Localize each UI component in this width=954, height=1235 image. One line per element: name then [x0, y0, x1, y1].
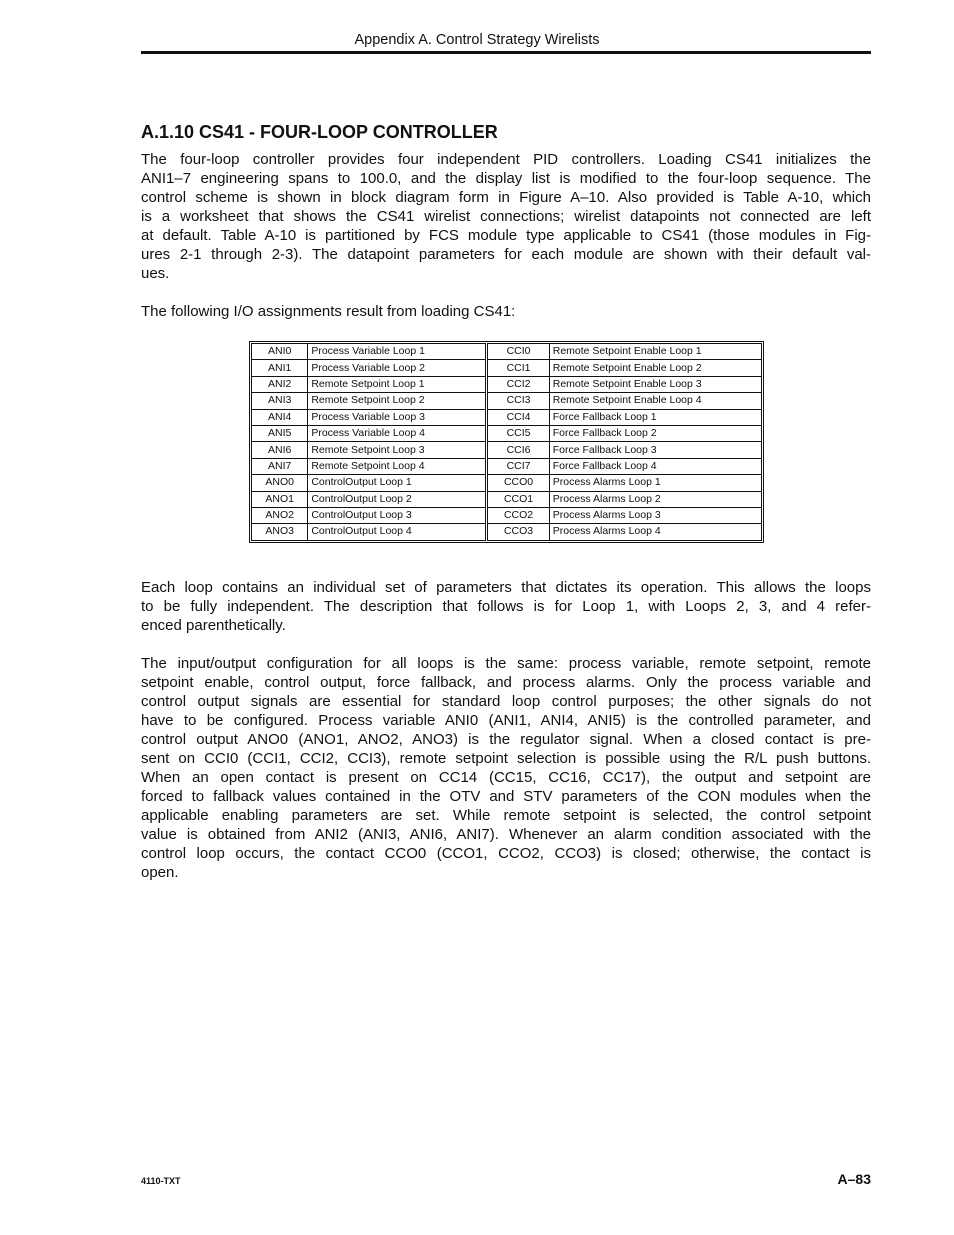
- io-code-cell: CCO2: [487, 507, 549, 523]
- io-description-cell: Remote Setpoint Loop 3: [308, 442, 487, 458]
- io-code-cell: ANO1: [252, 491, 308, 507]
- io-description-cell: Process Variable Loop 3: [308, 409, 487, 425]
- page-number: A–83: [837, 1171, 871, 1187]
- io-description-cell: Process Alarms Loop 4: [549, 524, 761, 540]
- table-row: [252, 376, 762, 392]
- io-description-cell: ControlOutput Loop 1: [308, 475, 487, 491]
- paragraph-line: control scheme is shown in block diagram form in Figure A–10. Also provided is Table A-10, which: [141, 189, 871, 206]
- table-row: [252, 491, 762, 507]
- io-description-cell: Remote Setpoint Enable Loop 2: [549, 360, 761, 376]
- paragraph-line: ures 2-1 through 2-3). The datapoint parameters for each module are shown with their default val-: [141, 246, 871, 263]
- io-code-cell: ANI4: [252, 409, 308, 425]
- io-code-cell: ANI2: [252, 376, 308, 392]
- io-code-cell: ANI6: [252, 442, 308, 458]
- table-row: [252, 409, 762, 425]
- io-description-cell: Process Alarms Loop 2: [549, 491, 761, 507]
- paragraph-line: have to be configured. Process variable ANI0 (ANI1, ANI4, ANI5) is the controlled parameter, and: [141, 712, 871, 729]
- paragraph-line: control output ANO0 (ANO1, ANO2, ANO3) is the regulator signal. When a closed contact is pre-: [141, 731, 871, 748]
- io-description-cell: Process Variable Loop 4: [308, 425, 487, 441]
- table-row: [252, 524, 762, 540]
- io-code-cell: CCO1: [487, 491, 549, 507]
- io-description-cell: Process Variable Loop 1: [308, 344, 487, 360]
- paragraph-line: enced parenthetically.: [141, 617, 286, 634]
- io-code-cell: CCI3: [487, 393, 549, 409]
- paragraph-line: Each loop contains an individual set of parameters that dictates its operation. This allows the loops: [141, 579, 871, 596]
- io-description-cell: Force Fallback Loop 4: [549, 458, 761, 474]
- io-code-cell: ANO0: [252, 475, 308, 491]
- header-rule: [141, 51, 871, 54]
- io-description-cell: ControlOutput Loop 3: [308, 507, 487, 523]
- io-code-cell: CCI0: [487, 344, 549, 360]
- paragraph-line: The following I/O assignments result from loading CS41:: [141, 303, 516, 320]
- loop-description-paragraph: [141, 578, 871, 635]
- io-code-cell: ANO2: [252, 507, 308, 523]
- io-description-cell: Process Alarms Loop 3: [549, 507, 761, 523]
- io-description-cell: Force Fallback Loop 2: [549, 425, 761, 441]
- io-description-cell: Remote Setpoint Enable Loop 3: [549, 376, 761, 392]
- paragraph-line: When an open contact is present on CC14 (CC15, CC16, CC17), the output and setpoint are: [141, 769, 871, 786]
- paragraph-line: open.: [141, 864, 179, 881]
- io-code-cell: CCI5: [487, 425, 549, 441]
- paragraph-line: value is obtained from ANI2 (ANI3, ANI6, ANI7). Whenever an alarm condition associated with the: [141, 826, 871, 843]
- paragraph-line: is a worksheet that shows the CS41 wirelist connections; wirelist datapoints not connected are left: [141, 208, 871, 225]
- running-header: Appendix A. Control Strategy Wirelists: [354, 32, 600, 48]
- io-code-cell: ANI1: [252, 360, 308, 376]
- io-description-cell: Force Fallback Loop 1: [549, 409, 761, 425]
- paragraph-line: control output signals are essential for standard loop control purposes; the other signals do not: [141, 693, 871, 710]
- table-row: [252, 344, 762, 360]
- io-description-cell: Process Variable Loop 2: [308, 360, 487, 376]
- io-code-cell: CCI1: [487, 360, 549, 376]
- paragraph-line: forced to fallback values contained in the OTV and STV parameters of the CON modules when the: [141, 788, 871, 805]
- io-code-cell: CCO0: [487, 475, 549, 491]
- table-row: [252, 475, 762, 491]
- paragraph-line: to be fully independent. The description that follows is for Loop 1, with Loops 2, 3, and 4 refer-: [141, 598, 871, 615]
- io-code-cell: ANI5: [252, 425, 308, 441]
- io-description-cell: ControlOutput Loop 4: [308, 524, 487, 540]
- paragraph-line: at default. Table A-10 is partitioned by FCS module type applicable to CS41 (those modules in Fig-: [141, 227, 871, 244]
- io-description-cell: Remote Setpoint Enable Loop 1: [549, 344, 761, 360]
- io-code-cell: CCI4: [487, 409, 549, 425]
- paragraph-line: ANI1–7 engineering spans to 100.0, and the display list is modified to the four-loop sequence. The: [141, 170, 871, 187]
- table-row: [252, 458, 762, 474]
- table-row: [252, 360, 762, 376]
- paragraph-line: applicable enabling parameters are set. While remote setpoint is selected, the control setpoint: [141, 807, 871, 824]
- io-code-cell: CCO3: [487, 524, 549, 540]
- io-code-cell: CCI6: [487, 442, 549, 458]
- intro-paragraph: [141, 150, 871, 283]
- io-description-cell: Remote Setpoint Loop 2: [308, 393, 487, 409]
- io-assignment-intro: [141, 302, 871, 321]
- io-description-cell: Remote Setpoint Enable Loop 4: [549, 393, 761, 409]
- io-description-cell: Process Alarms Loop 1: [549, 475, 761, 491]
- paragraph-line: The four-loop controller provides four independent PID controllers. Loading CS41 initializes the: [141, 151, 871, 168]
- io-assignment-table: [249, 341, 764, 543]
- io-code-cell: CCI2: [487, 376, 549, 392]
- io-description-cell: ControlOutput Loop 2: [308, 491, 487, 507]
- section-title: A.1.10 CS41 - FOUR-LOOP CONTROLLER: [141, 122, 498, 142]
- io-code-cell: ANI7: [252, 458, 308, 474]
- paragraph-line: ues.: [141, 265, 170, 282]
- paragraph-line: setpoint enable, control output, force fallback, and process alarms. Only the process variable and: [141, 674, 871, 691]
- table-row: [252, 507, 762, 523]
- table-row: [252, 425, 762, 441]
- io-code-cell: ANO3: [252, 524, 308, 540]
- io-code-cell: ANI3: [252, 393, 308, 409]
- io-code-cell: ANI0: [252, 344, 308, 360]
- paragraph-line: sent on CCI0 (CCI1, CCI2, CCI3), remote setpoint selection is possible using the R/L push buttons.: [141, 750, 871, 767]
- table-row: [252, 442, 762, 458]
- io-configuration-paragraph: [141, 654, 871, 882]
- io-description-cell: Remote Setpoint Loop 4: [308, 458, 487, 474]
- document-id: 4110-TXT: [141, 1176, 181, 1186]
- io-description-cell: Force Fallback Loop 3: [549, 442, 761, 458]
- paragraph-line: control loop occurs, the contact CCO0 (CCO1, CCO2, CCO3) is closed; otherwise, the contact is: [141, 845, 871, 862]
- paragraph-line: The input/output configuration for all loops is the same: process variable, remote setpoint, remote: [141, 655, 871, 672]
- io-description-cell: Remote Setpoint Loop 1: [308, 376, 487, 392]
- io-code-cell: CCI7: [487, 458, 549, 474]
- table-row: [252, 393, 762, 409]
